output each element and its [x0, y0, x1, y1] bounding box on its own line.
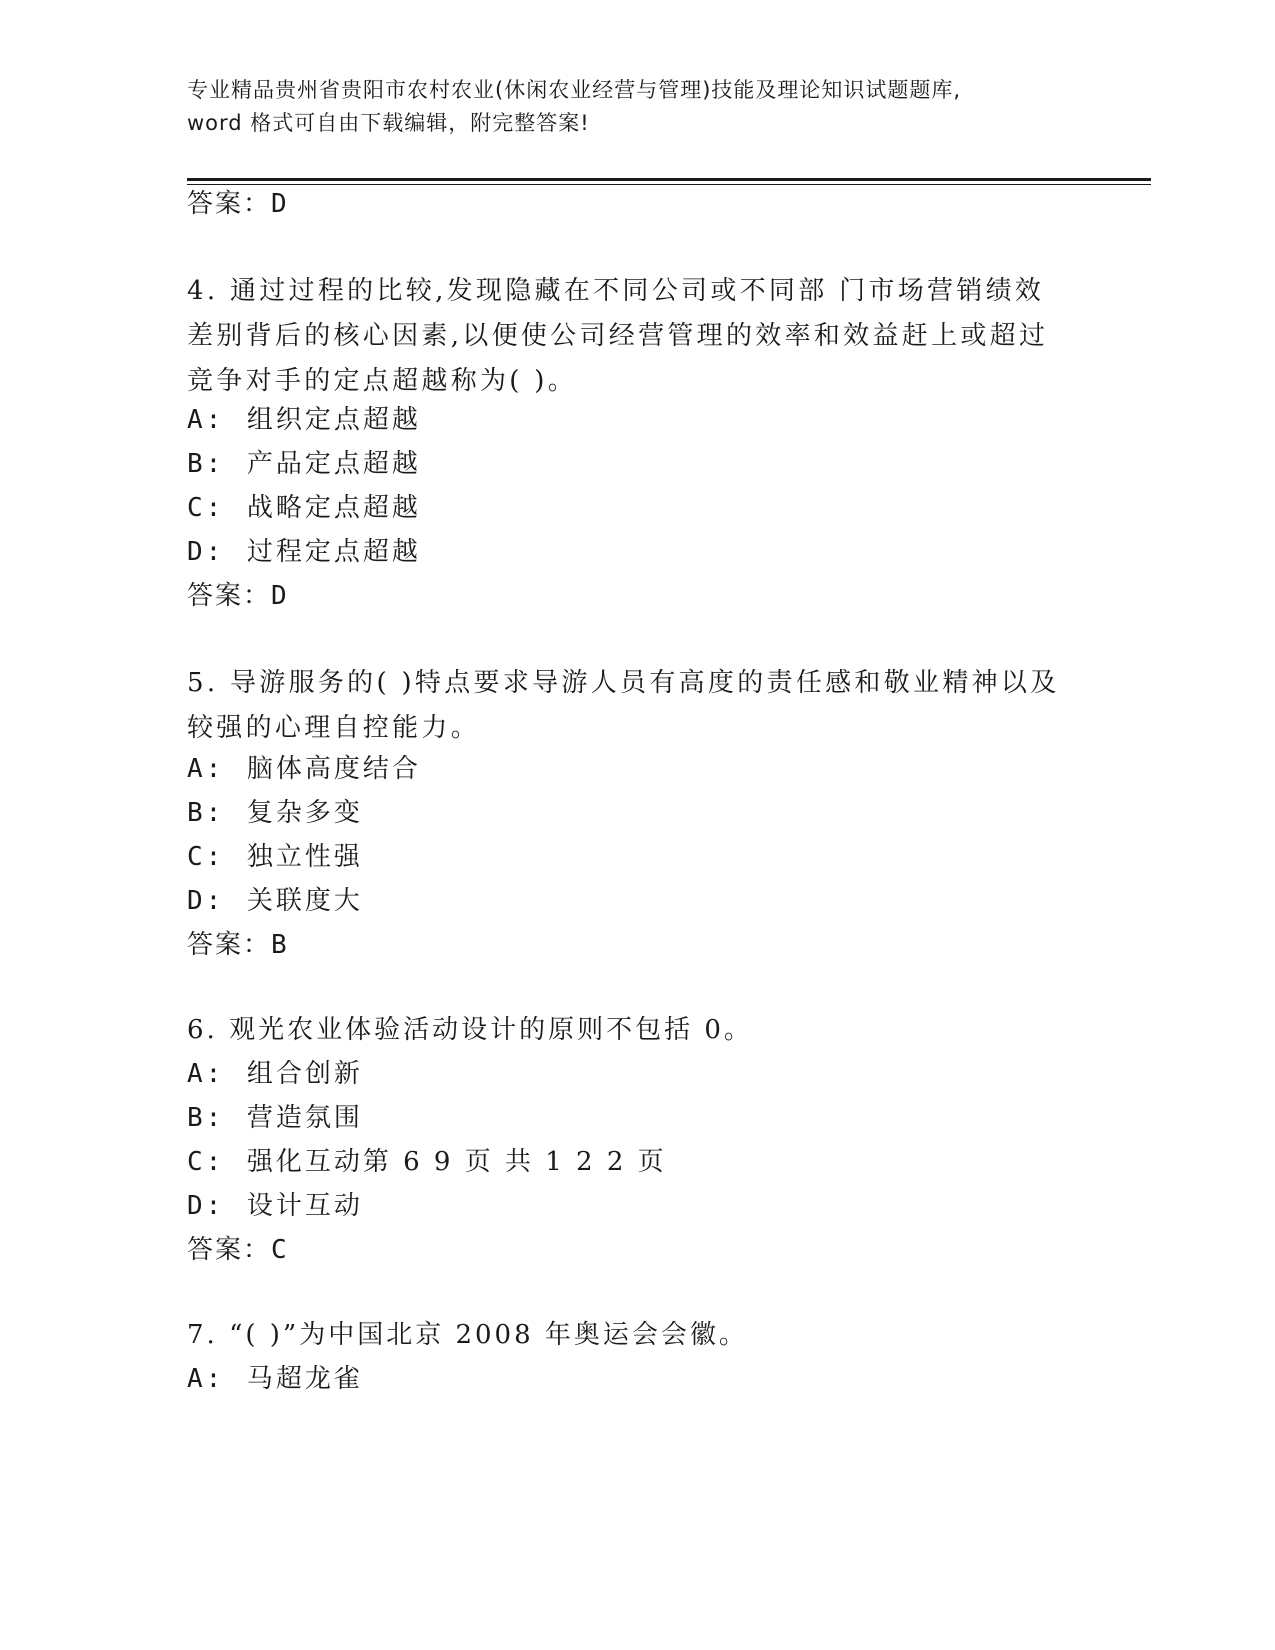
option-letter: D:	[187, 886, 225, 916]
answer-label: 答案：	[187, 189, 272, 219]
question-4-option-d	[187, 534, 421, 570]
question-4-answer	[187, 578, 289, 614]
answer-value: C	[271, 1235, 289, 1265]
question-5-stem: 5. 导游服务的( )特点要求导游人员有高度的责任感和敬业精神以及较强的心理自控能力。	[187, 668, 1060, 743]
option-letter: A:	[187, 1059, 225, 1089]
option-letter: A:	[187, 1364, 225, 1394]
answer-value: D	[271, 581, 289, 611]
header-rule-thick	[187, 178, 1151, 181]
option-text: 关联度大	[246, 886, 363, 916]
option-letter: A:	[187, 405, 225, 435]
option-text: 过程定点超越	[246, 537, 421, 567]
option-letter: B:	[187, 449, 225, 479]
option-letter: B:	[187, 1103, 225, 1133]
option-letter: D:	[187, 1191, 225, 1221]
question-6-option-c	[187, 1144, 667, 1180]
question-5-option-b	[187, 795, 363, 831]
option-letter: C:	[187, 1147, 225, 1177]
option-letter: C:	[187, 842, 225, 872]
question-7-option-a	[187, 1361, 363, 1397]
question-5-option-a	[187, 751, 421, 787]
option-text: 独立性强	[246, 842, 363, 872]
header-subtitle-line: word 格式可自由下载编辑，附完整答案!	[187, 111, 590, 135]
answer-value: B	[271, 930, 289, 960]
option-text: 组合创新	[246, 1059, 363, 1089]
answer-label: 答案：	[187, 930, 272, 960]
question-6-option-b	[187, 1100, 363, 1136]
question-5-answer	[187, 927, 289, 963]
question-7-stem: 7. “( )”为中国北京 2008 年奥运会会徽。	[187, 1320, 748, 1350]
option-text: 设计互动	[246, 1191, 363, 1221]
option-text: 马超龙雀	[246, 1364, 363, 1394]
question-4-option-b	[187, 446, 421, 482]
option-text: 脑体高度结合	[246, 754, 421, 784]
header-title-line: 专业精品贵州省贵阳市农村农业(休闲农业经营与管理)技能及理论知识试题题库,	[187, 78, 962, 102]
option-text: 组织定点超越	[246, 405, 421, 435]
option-letter: B:	[187, 798, 225, 828]
answer-label: 答案：	[187, 581, 272, 611]
question-4-stem: 4. 通过过程的比较,发现隐藏在不同公司或不同部 门市场营销绩效差别背后的核心因素,以便使公司经营管理的效率和效益赶上或超过竞争对手的定点超越称为( )。	[187, 276, 1049, 396]
option-letter: C:	[187, 493, 225, 523]
option-text: 强化互动第 6 9 页 共 1 2 2 页	[246, 1147, 667, 1177]
document-header	[187, 74, 1087, 140]
option-text: 产品定点超越	[246, 449, 421, 479]
question-5-option-c	[187, 839, 363, 875]
question-4-option-c	[187, 490, 421, 526]
question-6-option-d	[187, 1188, 363, 1224]
question-5-option-d	[187, 883, 363, 919]
option-text: 战略定点超越	[246, 493, 421, 523]
answer-label: 答案：	[187, 1235, 272, 1265]
answer-value: D	[271, 189, 289, 219]
answer-prev	[187, 186, 289, 222]
option-text: 营造氛围	[246, 1103, 363, 1133]
question-6-answer	[187, 1232, 289, 1268]
header-rule-thin	[187, 184, 1151, 185]
option-letter: D:	[187, 537, 225, 567]
option-letter: A:	[187, 754, 225, 784]
option-text: 复杂多变	[246, 798, 363, 828]
question-6-option-a	[187, 1056, 363, 1092]
question-4-option-a	[187, 402, 421, 438]
question-6-stem: 6. 观光农业体验活动设计的原则不包括 0。	[187, 1015, 753, 1045]
